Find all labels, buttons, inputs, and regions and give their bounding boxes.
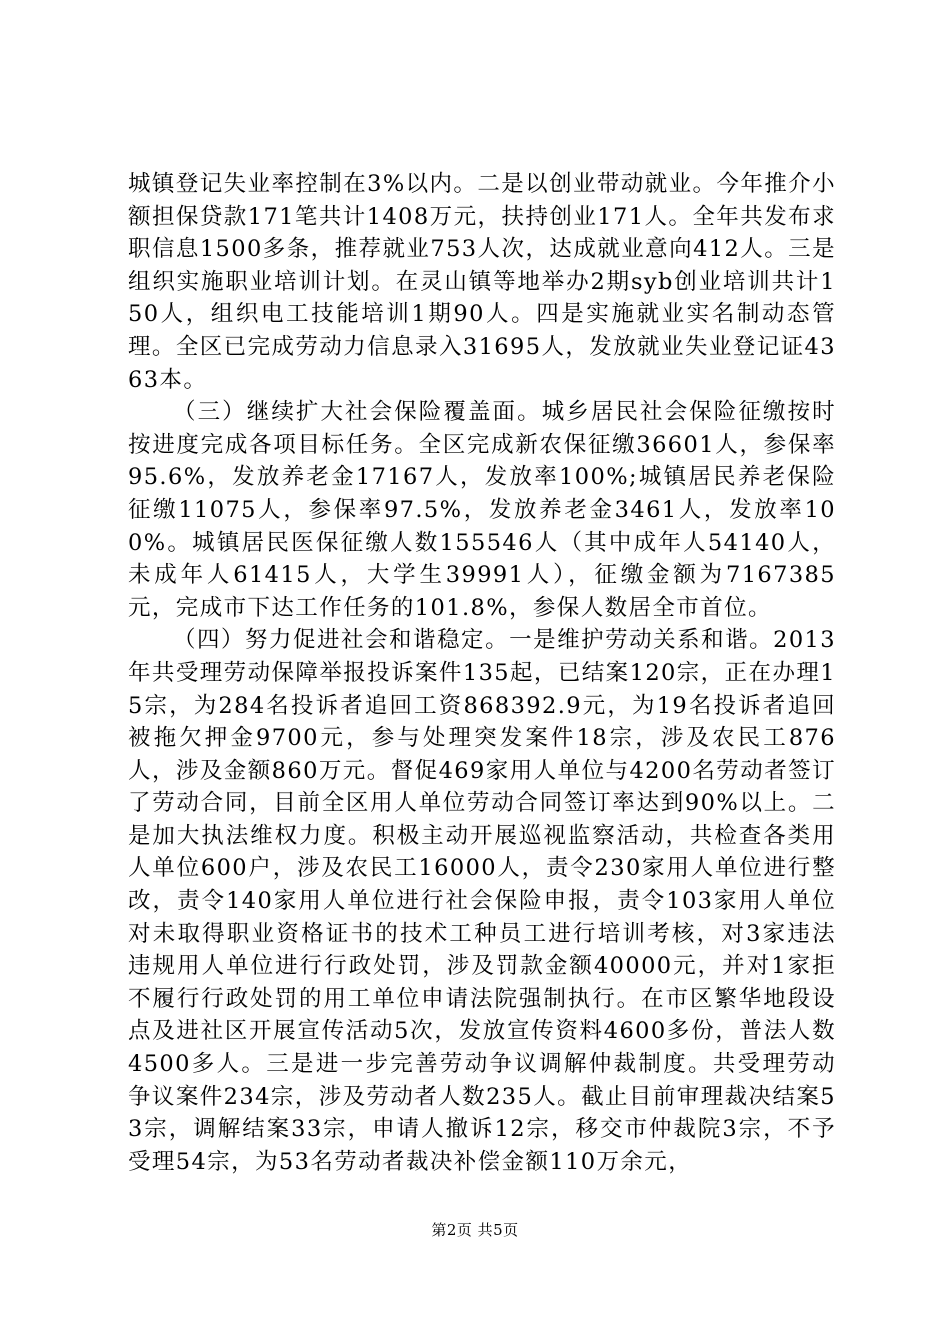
paragraph-social-insurance: （三）继续扩大社会保险覆盖面。城乡居民社会保险征缴按时按进度完成各项目标任务。全区完成新农保征缴36601人，参保率95.6%，发放养老金17167人，发放率100%;城镇居民养老保险征缴11075人，参保率97.5%，发放养老金3461人，发放率100%。城镇居民医保征缴人数155546人（其中成年人54140人，未成年人61415人，大学生39991人），征缴金额为7167385元，完成市下达工作任务的101.8%，参保人数居全市首位。 <box>128 399 836 621</box>
document-body <box>128 168 836 1178</box>
paragraph-employment: 城镇登记失业率控制在3%以内。二是以创业带动就业。今年推介小额担保贷款171笔共计1408万元，扶持创业171人。全年共发布求职信息1500多条，推荐就业753人次，达成就业意向412人。三是组织实施职业培训计划。在灵山镇等地举办2期syb创业培训共计150人，组织电工技能培训1期90人。四是实施就业实名制动态管理。全区已完成劳动力信息录入31695人，发放就业失业登记证4363本。 <box>128 171 836 393</box>
paragraph-social-harmony: （四）努力促进社会和谐稳定。一是维护劳动关系和谐。2013年共受理劳动保障举报投诉案件135起，已结案120宗，正在办理15宗，为284名投诉者追回工资868392.9元，为19名投诉者追回被拖欠押金9700元，参与处理突发案件18宗，涉及农民工876人，涉及金额860万元。督促469家用人单位与4200名劳动者签订了劳动合同，目前全区用人单位劳动合同签订率达到90%以上。二是加大执法维权力度。积极主动开展巡视监察活动，共检查各类用人单位600户，涉及农民工16000人，责令230家用人单位进行整改，责令140家用人单位进行社会保险申报，责令103家用人单位对未取得职业资格证书的技术工种员工进行培训考核，对3家违法违规用人单位进行行政处罚，涉及罚款金额40000元，并对1家拒不履行行政处罚的用工单位申请法院强制执行。在市区繁华地段设点及进社区开展宣传活动5次，发放宣传资料4600多份，普法人数4500多人。三是进一步完善劳动争议调解仲裁制度。共受理劳动争议案件234宗，涉及劳动者人数235人。截止目前审理裁决结案53宗，调解结案33宗，申请人撤诉12宗，移交市仲裁院3宗，不予受理54宗，为53名劳动者裁决补偿金额110万余元， <box>128 627 836 1175</box>
page-footer: 第2页 共5页 <box>431 1221 519 1239</box>
